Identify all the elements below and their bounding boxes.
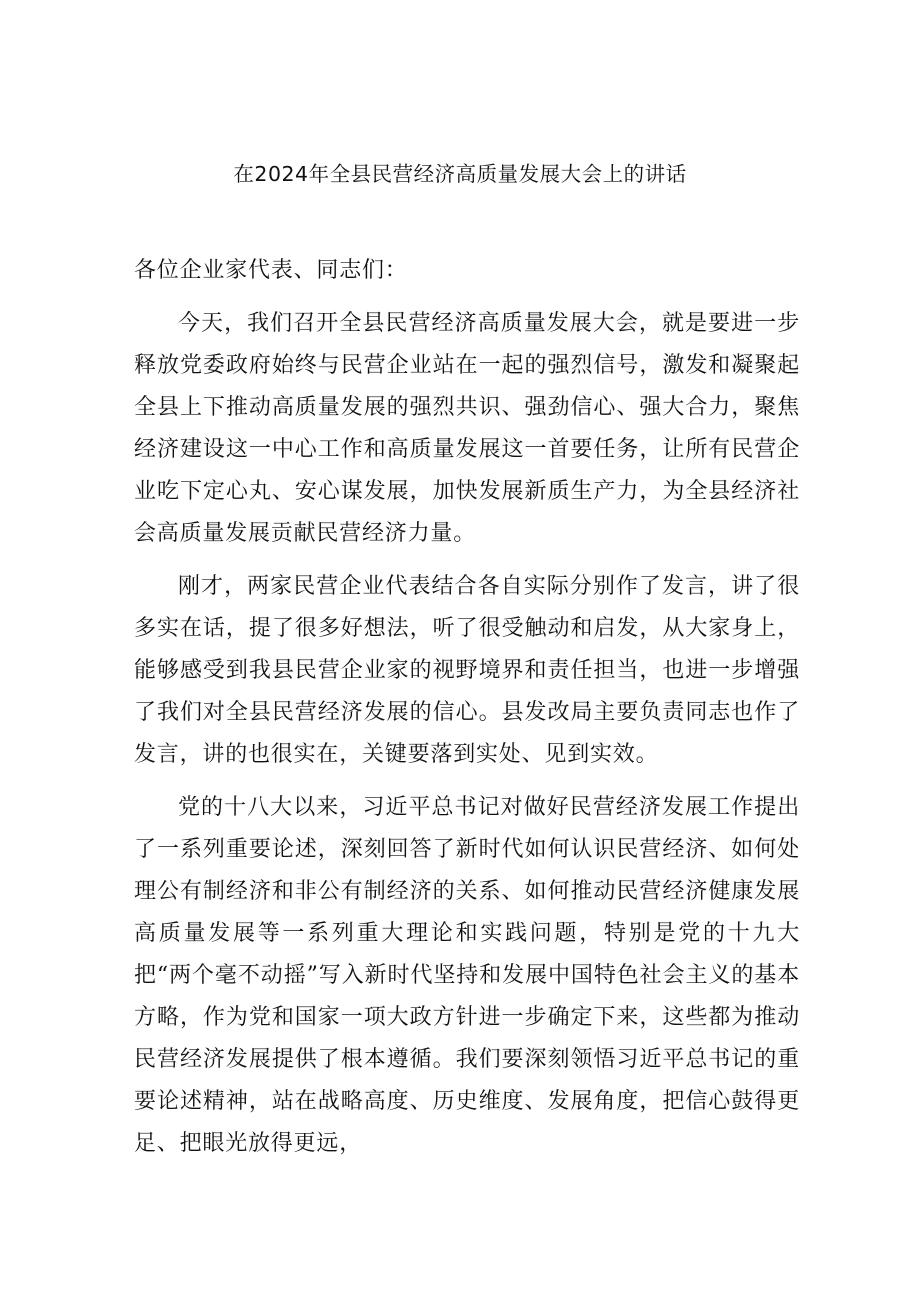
paragraph-2: 刚才，两家民营企业代表结合各自实际分别作了发言，讲了很多实在话，提了很多好想法，听了很受触动和启发，从大家身上，能够感受到我县民营企业家的视野境界和责任担当，也进一步增强了我们对全县民营经济发展的信心。县发改局主要负责同志也作了发言，讲的也很实在，关键要落到实处、见到实效。 — [134, 574, 800, 767]
paragraph-3: 党的十八大以来，习近平总书记对做好民营经济发展工作提出了一系列重要论述，深刻回答了新时代如何认识民营经济、如何处理公有制经济和非公有制经济的关系、如何推动民营经济健康发展高质量发展等一系列重大理论和实践问题，特别是党的十九大把“两个毫不动摇”写入新时代坚持和发展中国特色社会主义的基本方略，作为党和国家一项大政方针进一步确定下来，这些都为推动民营经济发展提供了根本遵循。我们要深刻领悟习近平总书记的重要论述精神，站在战略高度、历史维度、发展角度，把信心鼓得更足、把眼光放得更远， — [134, 795, 800, 1156]
paragraph-1: 今天，我们召开全县民营经济高质量发展大会，就是要进一步释放党委政府始终与民营企业站在一起的强烈信号，激发和凝聚起全县上下推动高质量发展的强烈共识、强劲信心、强大合力，聚焦经济建设这一中心工作和高质量发展这一首要任务，让所有民营企业吃下定心丸、安心谋发展，加快发展新质生产力，为全县经济社会高质量发展贡献民营经济力量。 — [134, 311, 800, 546]
document-title: 在2024年全县民营经济高质量发展大会上的讲话 — [233, 162, 687, 186]
document-body — [134, 250, 800, 1176]
salutation: 各位企业家代表、同志们： — [134, 258, 408, 283]
